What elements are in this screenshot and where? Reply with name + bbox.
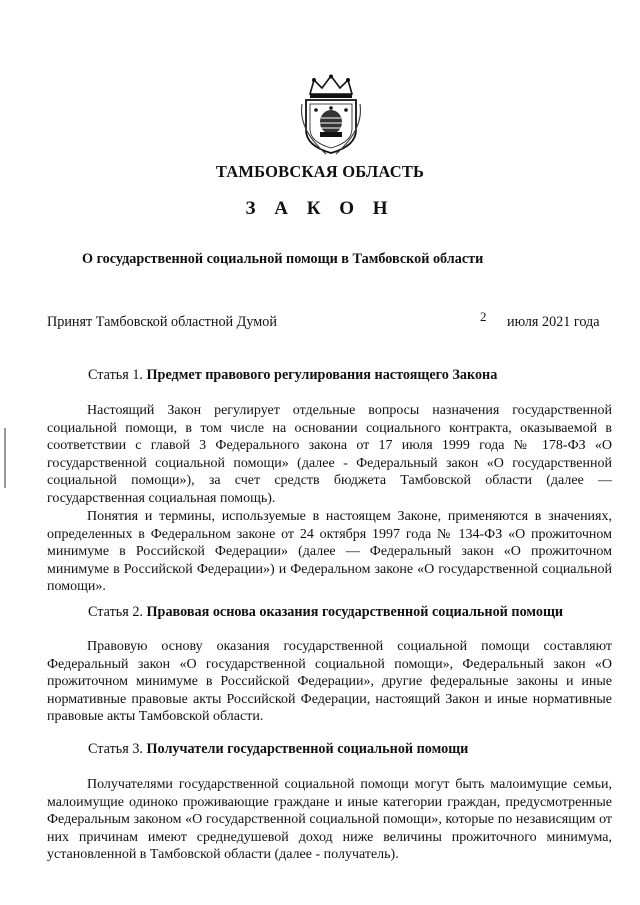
article-1-heading bbox=[88, 367, 497, 384]
adoption-body: Принят Тамбовской областной Думой bbox=[47, 314, 277, 330]
article-3-paragraph-1: Получателями государственной социальной помощи могут быть малоимущие семьи, малоимущие одиноко проживающие граждане и иные категории граждан, предусмотренные Федеральным законом «О государственной социальной помощи», которые по независящим от них причинам имеют среднедушевой доход ниже величины прожиточного минимума, установленной в Тамбовской области (далее - получатель). bbox=[47, 777, 612, 863]
article-1-paragraph-2: Понятия и термины, используемые в настоящем Законе, применяются в значениях, определенных в Федеральном законе от 24 октября 1997 года № 134-ФЗ «О прожиточном минимуме в Российской Федерации» (далее — Федеральный закон «О прожиточном минимуме в Российской Федерации») и Федеральном законе «О государственной социальной помощи». bbox=[47, 509, 612, 595]
document-type-heading: З А К О Н bbox=[245, 198, 395, 219]
region-heading: ТАМБОВСКАЯ ОБЛАСТЬ bbox=[215, 162, 425, 181]
article-2-paragraph-1: Правовую основу оказания государственной социальной помощи составляют Федеральный закон «О государственной социальной помощи», Федеральный закон «О прожиточном минимуме в Российской Федерации», другие федеральные законы и иные нормативные правовые акты Российской Федерации, настоящий Закон и иные нормативные правовые акты Тамбовской области. bbox=[47, 639, 612, 725]
article-3-title: Получатели государственной социальной помощи bbox=[146, 741, 469, 757]
article-1-paragraph-1: Настоящий Закон регулирует отдельные вопросы назначения государственной социальной помощи, в том числе на основании социального контракта, оказываемой в соответствии с главой 3 Федерального закона от 17 июля 1999 года № 178-ФЗ «О государственной социальной помощи» (далее - Федеральный закон «О государственной социальной помощи»), за счет средств бюджета Тамбовской области (далее — государственная социальная помощь). bbox=[47, 403, 612, 506]
law-title: О государственной социальной помощи в Тамбовской области bbox=[82, 251, 484, 267]
adoption-day: 2 bbox=[480, 309, 487, 324]
scan-margin-mark bbox=[4, 428, 6, 488]
article-1-number: Статья 1. bbox=[88, 367, 143, 383]
article-3-number: Статья 3. bbox=[88, 741, 143, 757]
article-2-number: Статья 2. bbox=[88, 604, 143, 620]
article-2-heading bbox=[88, 604, 563, 621]
article-2-title: Правовая основа оказания государственной социальной помощи bbox=[146, 604, 564, 620]
coat-of-arms-emblem bbox=[296, 74, 366, 156]
adoption-date: июля 2021 года bbox=[507, 314, 600, 330]
article-3-heading bbox=[88, 741, 468, 758]
article-1-title: Предмет правового регулирования настоящего Закона bbox=[146, 367, 498, 383]
